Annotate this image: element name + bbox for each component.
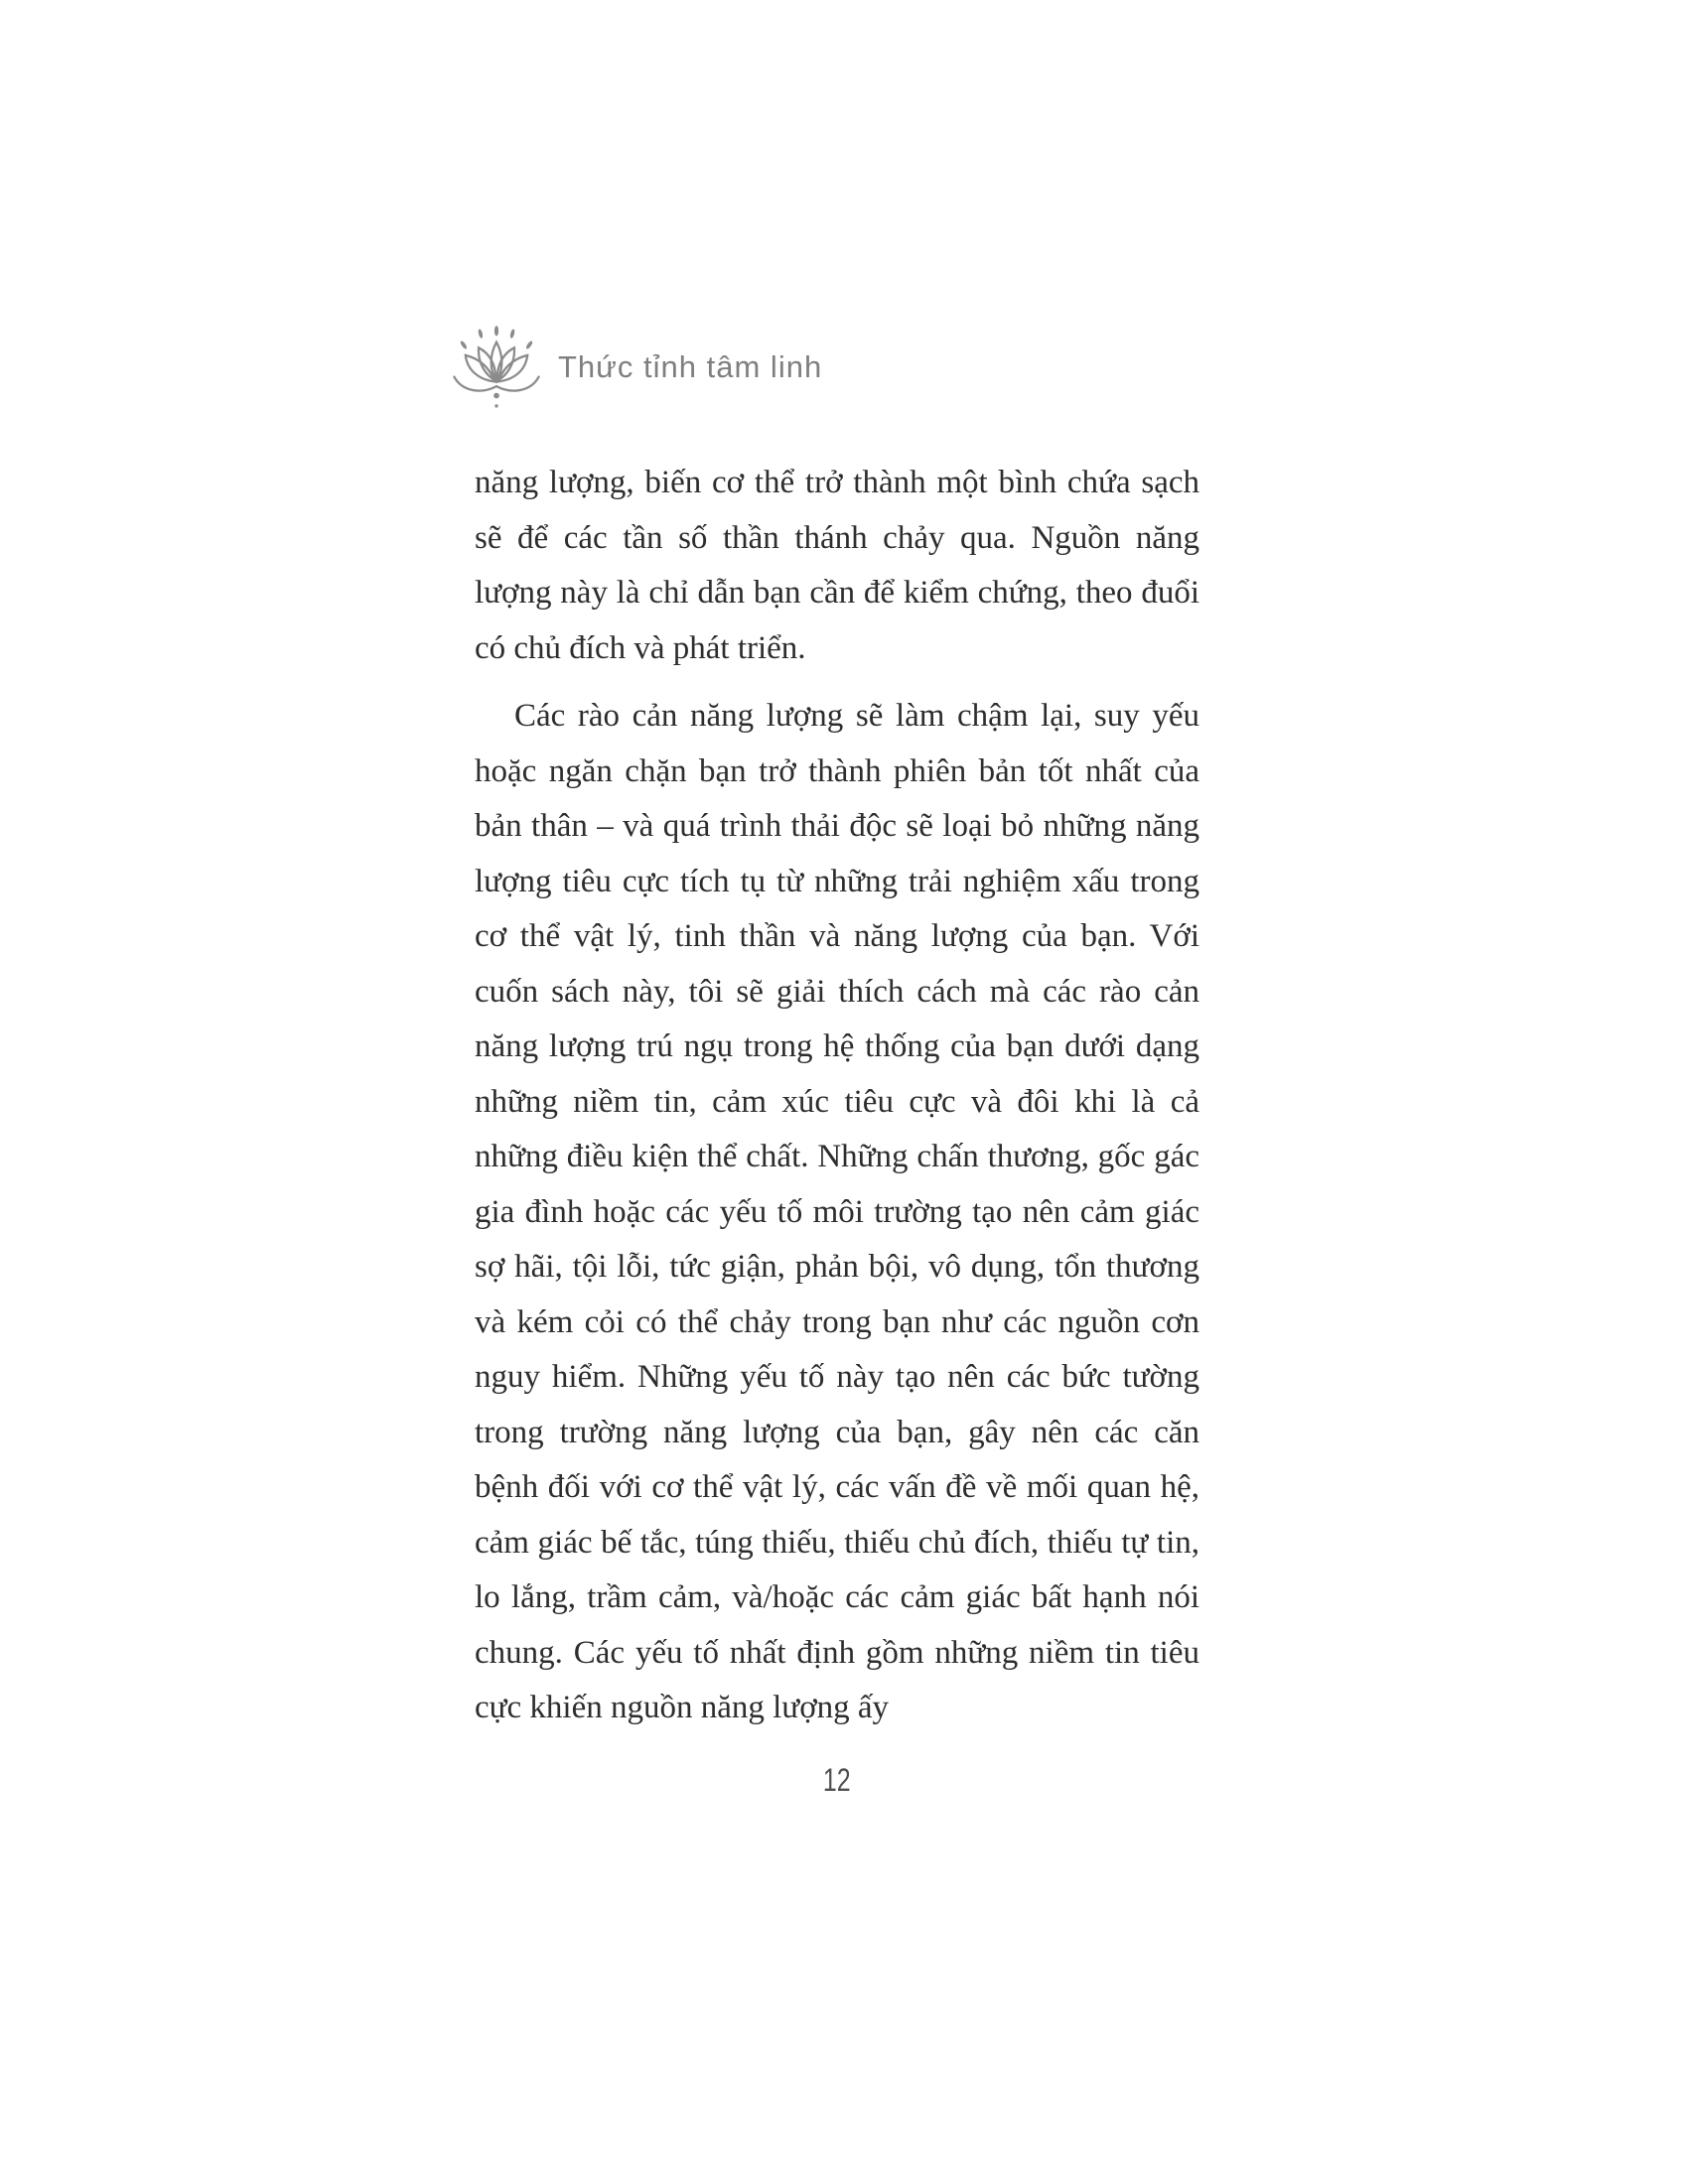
book-title-running-head: Thức tỉnh tâm linh [558,349,823,384]
page-number: 12 [823,1762,851,1798]
paragraph: Các rào cản năng lượng sẽ làm chậm lại, suy yếu hoặc ngăn chặn bạn trở thành phiên bản tốt nhất của bản thân – và quá trình thải độc sẽ loại bỏ những năng lượng tiêu cực tích tụ từ những trải nghiệm xấu trong cơ thể vật lý, tinh thần và năng lượng của bạn. Với cuốn sách này, tôi sẽ giải thích cách mà các rào cản năng lượng trú ngụ trong hệ thống của bạn dưới dạng những niềm tin, cảm xúc tiêu cực và đôi khi là cả những điều kiện thể chất. Những chấn thương, gốc gác gia đình hoặc các yếu tố môi trường tạo nên cảm giác sợ hãi, tội lỗi, tức giận, phản bội, vô dụng, tổn thương và kém cỏi có thể chảy trong bạn như các nguồn cơn nguy hiểm. Những yếu tố này tạo nên các bức tường trong trường năng lượng của bạn, gây nên các căn bệnh đối với cơ thể vật lý, các vấn đề về mối quan hệ, cảm giác bế tắc, túng thiếu, thiếu chủ đích, thiếu tự tin, lo lắng, trầm cảm, và/hoặc các cảm giác bất hạnh nói chung. Các yếu tố nhất định gồm những niềm tin tiêu cực khiến nguồn năng lượng ấy [475,698,1199,1725]
paragraph-continuation: năng lượng, biến cơ thể trở thành một bình chứa sạch sẽ để các tần số thần thánh chảy qua. Nguồn năng lượng này là chỉ dẫn bạn cần để kiểm chứng, theo đuổi có chủ đích và phát triển. [475,465,1199,666]
lotus-icon [445,323,548,418]
running-head [445,323,822,418]
page-body-text [475,456,1199,1736]
